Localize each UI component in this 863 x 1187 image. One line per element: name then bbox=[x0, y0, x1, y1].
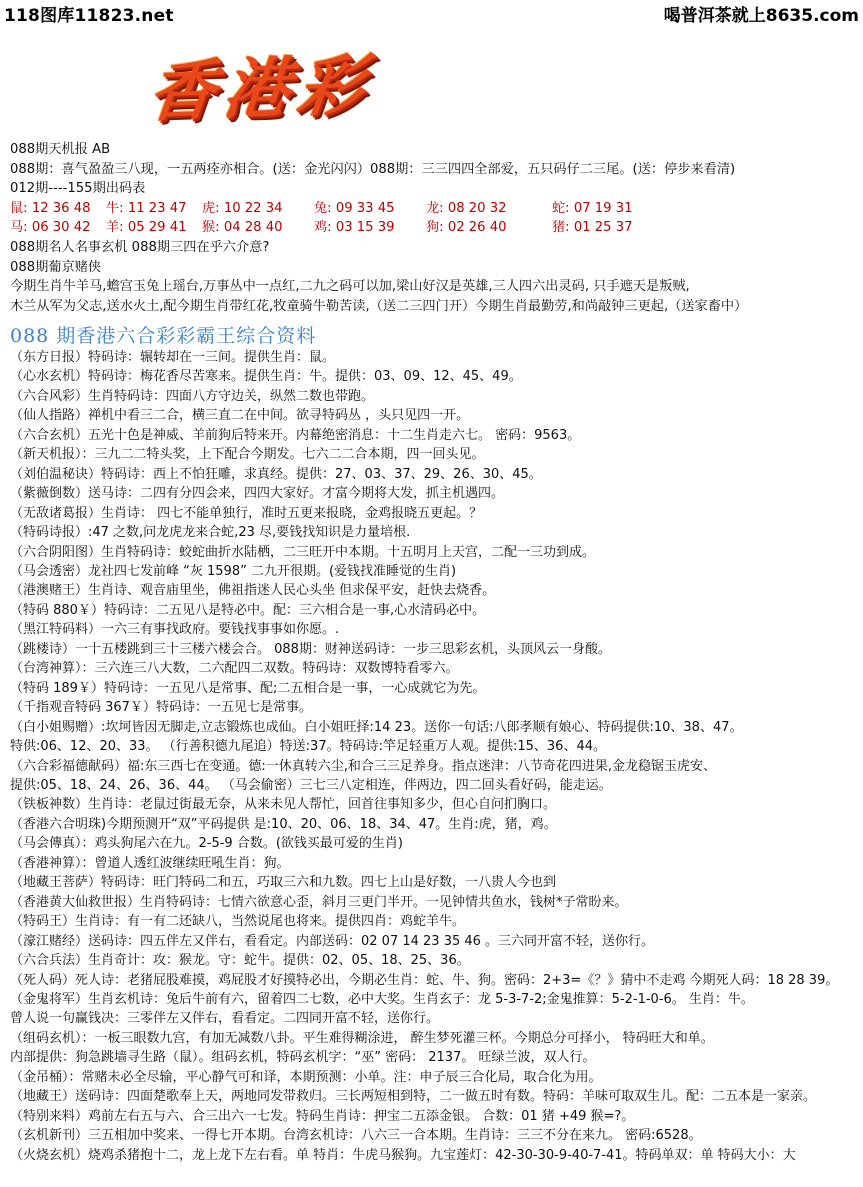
info-item: （六合玄机）五光十色是神威、羊前狗后特来开。内幕绝密消息：十二生肖走六七。 密码：9563。 bbox=[10, 427, 581, 443]
info-item: （香港神算）：曾道人透红波继续旺吼生肖：狗。 bbox=[10, 855, 290, 871]
info-item: （刘伯温秘诀）特码诗：西上不怕狂雕，求真经。提供：27、03、37、29、26、30、45。 bbox=[10, 466, 542, 482]
zodiac-cell: 蛇: 07 19 31 bbox=[552, 200, 633, 216]
info-item: （特码王）生肖诗：有一有二还缺八，当然说尾也将来。提供四肖：鸡蛇羊牛。 bbox=[10, 914, 466, 930]
info-item: （铁板神数）生肖诗：老鼠过街最无奈，从来未见人帮忙，回首往事知多少，但心自问扪胸口。 bbox=[10, 797, 557, 813]
intro-section bbox=[10, 140, 857, 316]
info-item: （港澳赌王）生肖诗、观音庙里坐，佛祖指迷人民心头坐 但求保平安，赶快去烧香。 bbox=[10, 583, 496, 599]
info-item: （心水玄机）特码诗：梅花香尽苦寒来。提供生肖：牛。提供：03、09、12、45、49。 bbox=[10, 369, 522, 385]
info-item: （六合彩福德献码）福:东三西七在变通。德:一休真转六尘,和合三三足养身。指点迷津：八节奇花四进果,金龙稳锯玉虎安、 bbox=[10, 758, 717, 774]
info-item: （紫薇倒数）送马诗：二四有分四会来，四四大家好。才富今期将大发，抓主机遇四。 bbox=[10, 486, 505, 502]
section-title: 088 期香港六合彩彩霸王综合资料 bbox=[10, 325, 317, 347]
zodiac-cell: 猪: 01 25 37 bbox=[552, 220, 633, 236]
info-item: （马会傳真）：鸡头狗尾六在九。2-5-9 合数。(欲钱买最可爱的生肖) bbox=[10, 836, 403, 852]
zodiac-row bbox=[10, 199, 857, 219]
info-item: （玄机新刊）三五相加中奖来、一得七开本期。台湾玄机诗：八六三一合本期。生肖诗：三三不分在来九。 密码:6528。 bbox=[10, 1128, 702, 1144]
info-item: （地藏王菩萨）特码诗：旺门特码二和五，巧取三六和九数。四七上山是好数，一八贵人今也到 bbox=[10, 875, 557, 891]
intro-line: 088期：喜气盈盈三八现，一五两痊亦相合。(送：金光闪闪）088期：三三四四全部爱，五只码仔二三尾。(送：停步来看清) bbox=[10, 161, 736, 177]
zodiac-cell: 鸡: 03 15 39 bbox=[314, 220, 395, 236]
intro-line: 木兰从军为父志,送水火土,配今期生肖带红花,牧童骑牛勒苦读,（送二三四门开）今期生肖最勤劳,和尚敲钟三更起,（送家畜中） bbox=[10, 298, 748, 314]
banner-text: 香港彩 bbox=[145, 45, 377, 132]
zodiac-cell: 狗: 02 26 40 bbox=[426, 220, 507, 236]
info-item: （特码 189￥）特码诗：一五见八是常事、配;二五相合是一事，一心成就它为先。 bbox=[10, 680, 486, 696]
info-item: （金鬼将军）生肖玄机诗：兔后牛前有六，留着四二七数，必中大奖。生肖玄子：龙 5-3-7-2;金鬼推算：5-2-1-0-6。 生肖：牛。 bbox=[10, 991, 754, 1007]
site-name-right[interactable]: 喝普洱茶就上8635.com bbox=[663, 6, 859, 26]
info-item: 特供:06、12、20、33。 （行善积德九尾追）特送:37。特码诗:竿足轻重万人观。提供:15、36、44。 bbox=[10, 739, 606, 755]
info-item: 内部提供：狗急跳墙寻生路（鼠）。组码玄机，特码玄机字：“巫” 密码： 2137。 旺绿兰波，双人行。 bbox=[10, 1050, 596, 1066]
info-item: （特码诗报）:47 之数,问龙虎龙来合蛇,23 尽,要钱找知识是力量培根. bbox=[10, 525, 411, 541]
info-item: （六合阴阳图）生肖特码诗：蛟蛇曲折水陆栖，二三旺开中本期。十五明月上天宫，二配一三功到成。 bbox=[10, 544, 596, 560]
intro-line: 088期葡京赌侠 bbox=[10, 259, 102, 275]
zodiac-cell: 兔: 09 33 45 bbox=[314, 200, 395, 216]
intro-line: 012期----155期出码表 bbox=[10, 181, 146, 197]
info-item: （火烧玄机）烧鸡杀猪抱十二，龙上龙下左右看。单 特肖：牛虎马猴狗。九宝莲灯：42-30-30-9-40-7-41。特码单双：单 特码大小：大 bbox=[10, 1147, 796, 1163]
zodiac-row bbox=[10, 218, 857, 238]
info-item: （特码 880￥）特码诗：二五见八是特必中。配：三六相合是一事,心水清码必中。 bbox=[10, 602, 486, 618]
info-item: （新天机报）：三九二二特头奖，上下配合今期发。七六二二合本期，四一回头见。 bbox=[10, 447, 485, 463]
info-item: （跳楼诗）一十五楼跳到三十三楼六楼会合。 088期：财神送码诗：一步三思彩玄机，头顶风云一身酸。 bbox=[10, 641, 611, 657]
zodiac-cell: 鼠: 12 36 48 bbox=[10, 200, 91, 216]
info-item: （地藏王）送码诗：四面楚歌奉上天，两地同发带救归。三长两短相到特，二一做五时有数。特码：羊味可取双生儿。配：二五本是一家亲。 bbox=[10, 1089, 817, 1105]
info-item: （千指观音特码 367￥）特码诗：一五见七是常事。 bbox=[10, 700, 312, 716]
info-item: （香港黄大仙救世报）生肖特码诗：七情六欲意心歪，斜月三更门半开。一见钟情共鱼水，钱树*子常盼来。 bbox=[10, 894, 628, 910]
info-item: 提供:05、18、24、26、36、44。 （马会偷密）三七三八定相连，伴两边，四二回头看好码，能走运。 bbox=[10, 777, 612, 793]
zodiac-cell: 牛: 11 23 47 bbox=[106, 200, 187, 216]
page-header bbox=[0, 0, 863, 24]
info-item: （台湾神算）：三六连三八大数，二六配四二双数。特码诗：双数博特看零六。 bbox=[10, 661, 459, 677]
site-name-left[interactable]: 118图库11823.net bbox=[4, 6, 174, 26]
info-item: （特别来料）鸡前左右五与六、合三出六一七发。特码生肖诗：押宝二五添金银。 合数：01 猪 +49 猴=?。 bbox=[10, 1108, 635, 1124]
info-item: （白小姐赐赠）:坎坷皆因无脚走,立志锻炼也成仙。白小姐旺择:14 23。送你一句话:八郎孝顺有娘心、特码提供:10、38、47。 bbox=[10, 719, 743, 735]
info-item: （东方日报）特码诗：辗转却在一三间。提供生肖：鼠。 bbox=[10, 350, 336, 365]
info-list bbox=[10, 348, 859, 1165]
zodiac-cell: 猴: 04 28 40 bbox=[202, 220, 283, 236]
intro-line: 088期名人名事玄机 088期三四在乎六介意? bbox=[10, 239, 270, 255]
banner-logo bbox=[145, 36, 510, 136]
info-item: （香港六合明珠)今期预测开“双”平码提供 是:10、20、06、18、34、47。生肖:虎，猪，鸡。 bbox=[10, 816, 557, 832]
info-item: （无敌诸葛报）生肖诗： 四七不能单独行，准时五更来报晓，金鸡报晓五更起。？ bbox=[10, 505, 483, 521]
info-item: （马会透密）龙社四七发前峰 “灰 1598” 二九开很期。(爱钱找准睡觉的生肖) bbox=[10, 563, 457, 579]
zodiac-cell: 龙: 08 20 32 bbox=[426, 200, 507, 216]
zodiac-cell: 羊: 05 29 41 bbox=[106, 220, 187, 236]
info-item: （黑江特码料）一六三有事找政府。要钱找事事如你愿。. bbox=[10, 622, 340, 638]
info-item: （组码玄机）：一板三眼数九宫，有加无减数八卦。平生难得糊涂进， 醉生梦死灌三杯。今期总分可择小， 特码旺大和单。 bbox=[10, 1030, 714, 1046]
intro-line: 今期生肖牛羊马,蟾宫玉兔上瑶台,万事丛中一点红,二九之码可以加,梁山好汉是英雄,三人四六出灵码, 只手遮天是叛贼, bbox=[10, 279, 690, 295]
intro-line: 088期天机报 AB bbox=[10, 142, 111, 157]
info-item: （六合风彩）生肖特码诗：四面八方守边关，纵然二数也带跑。 bbox=[10, 388, 375, 404]
info-item: （六合兵法）生肖奇计：攻：猴龙。守：蛇牛。提供：02、05、18、25、36。 bbox=[10, 953, 470, 969]
zodiac-cell: 虎: 10 22 34 bbox=[202, 200, 283, 216]
info-item: （金吊桶）：常赌未必全尽输，平心静气可和译，本期预测：小单。注：申子辰三合化局，取合化为用。 bbox=[10, 1069, 602, 1085]
info-item: （死人码）死人诗：老猪屁股难摸，鸡屁股才好摸特必出，今期必生肖：蛇、牛、狗。密码：2+3=《？》猜中不走鸡 今期死人码：18 28 39。 bbox=[10, 972, 839, 988]
info-item: 曾人说一句赢钱决：三零伴左又伴右，看看定。二四同开富不轻，送你行。 bbox=[10, 1011, 440, 1027]
zodiac-cell: 马: 06 30 42 bbox=[10, 220, 91, 236]
info-item: （濠江赌经）送码诗：四五伴左又伴右，看看定。内部送码：02 07 14 23 35 46 。三六同开富不轻，送你行。 bbox=[10, 933, 655, 949]
info-item: （仙人指路）禅机中看三二合，横三直二在中间。欲寻特码丛 ，头只见四一开。 bbox=[10, 408, 470, 424]
